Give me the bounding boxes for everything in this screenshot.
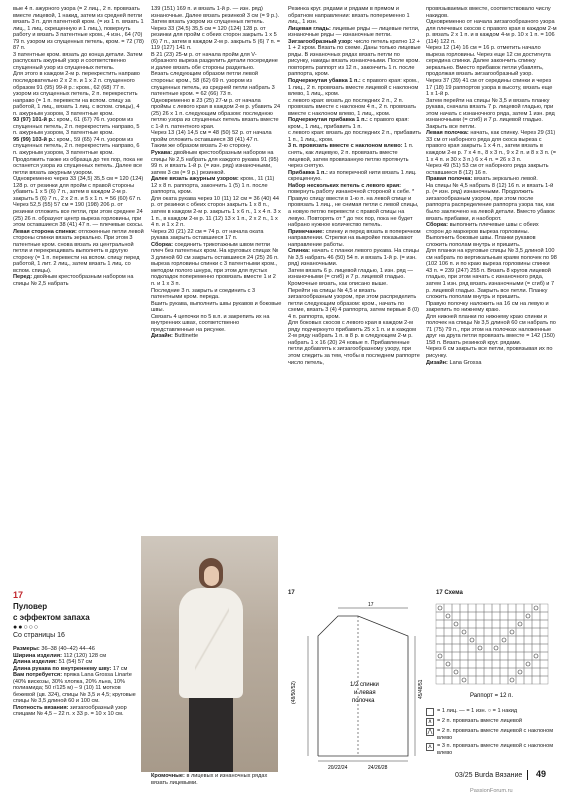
chart-yarn-over-mark — [502, 638, 506, 642]
chart-cell — [436, 668, 444, 676]
chart-cell — [492, 668, 500, 676]
chart-cell — [500, 644, 508, 652]
stitch-chart — [430, 600, 560, 720]
chart-cell — [460, 636, 468, 644]
paragraph: В 21 (23) 25-м р. от начала пройм для V-образного выреза разделить детали посередине и далее вязать обе стороны раздельно. — [151, 51, 278, 71]
chart-cell — [484, 620, 492, 628]
chart-cell — [532, 644, 540, 652]
chart-cell — [484, 668, 492, 676]
chart-cell — [444, 668, 452, 676]
paragraph: Вязать следующим образом петли левой стороны: кром., 58 (62) 69 п. узором из спущенных петель, из средней петли набрать 3 патентные кром. = 62 (66) 73 п. — [151, 71, 275, 98]
paragraph: Через 52,5 (55) 57 см = 190 (198) 206 р. от резинки отложить все петли, при этом среднее 24 (25) 26 п. образуют центр выреза горловины, при этом оставшиеся 38 (41) 47 п. — плечевые скосы. — [13, 202, 144, 229]
chart-cell — [436, 644, 444, 652]
chart-cell — [492, 612, 500, 620]
chart-cell — [444, 604, 452, 612]
chart-cell — [436, 660, 444, 668]
chart-yarn-over-mark — [534, 606, 538, 610]
chart-cell — [508, 636, 516, 644]
text-column-2 — [151, 6, 282, 530]
paragraph: Одновременно от начала зигзагообразного узора для плечевых скосов с правого края в каждом 2-м р. вязать 2 х 1 п. и в каждом 4-м р. 10 х 1 п. = 106 (114) 122 п. — [426, 19, 557, 45]
chart-yarn-over-mark — [470, 638, 474, 642]
chart-cell — [516, 636, 524, 644]
chart-cell — [492, 660, 500, 668]
chart-yarn-over-mark — [438, 654, 442, 658]
chart-cell — [460, 604, 468, 612]
chart-cell — [452, 628, 460, 636]
edge-stitch-label: Кромочные: — [151, 773, 185, 779]
magazine-name: Burda Вязание — [474, 772, 523, 779]
paragraph: Для оката рукава через 10 (11) 12 см = 36 (40) 44 р. от резинки с обеих сторон закрыть 1 х 8 п., затем в каждом 2-м р. закрыть 1 х 6 п., 1 х 4 п. 3 х 1 п., в каждом 2-м р. 11 (12) 13 х 1 п., 2 х 2 п., 1 х 4 п. и 1 х 2 п. — [151, 195, 281, 229]
legend-symbol-icon: ⋏ — [427, 744, 433, 750]
chart-cell — [508, 620, 516, 628]
chart-cell — [476, 636, 484, 644]
chart-cell — [460, 644, 468, 652]
chart-cell — [500, 668, 508, 676]
chart-cell — [508, 652, 516, 660]
chart-cell — [532, 612, 540, 620]
paragraph: Подчеркнутая убавка 1 п.: с правого края: кром., 1 лиц., 2 п. провязать вместе лицевой с наклоном влево, 1 лиц., кром. — [288, 78, 419, 98]
model-title-line1: Пуловер — [13, 602, 48, 611]
legend-text: = 1 лиц. — = 1 изн. ○ = 1 накид — [437, 708, 518, 714]
spec-item: Ширина изделия: 112 (120) 128 см — [13, 652, 107, 659]
chart-cell — [500, 604, 508, 612]
chart-cell — [476, 644, 484, 652]
chart-cell — [444, 628, 452, 636]
chart-cell — [436, 676, 444, 684]
chart-cell — [540, 668, 548, 676]
paragraph: 3 патентные кром. вязать до конца детали. Затем распускать ажурный узор и соответственно спущенный узор из спущенных петель. — [13, 51, 143, 71]
chart-cell — [484, 612, 492, 620]
paragraph: Сборка: выполнить плечевые швы с обеих сторон до маркеров выреза горловины. Выполнить боковые швы. Планки рукавов сложить пополам внутрь и пришить. — [426, 222, 539, 248]
paragraph: Далее вязать ажурным узором: кром., 11 (11) 12 х 8 п. раппорта, закончить 1 (5) 1 п. после раппорта, кром. — [151, 176, 275, 196]
paragraph: Таким же образом вязать 2-ю сторону. — [151, 143, 251, 150]
chart-cell — [468, 628, 476, 636]
chart-cell — [524, 636, 532, 644]
chart-cell — [516, 604, 524, 612]
schema-dim-top: 17 — [368, 602, 374, 608]
chart-cell — [540, 660, 548, 668]
chart-cell — [452, 644, 460, 652]
chart-cell — [516, 620, 524, 628]
footer-separator — [527, 770, 528, 780]
page-footer — [455, 769, 565, 780]
chart-cell — [484, 628, 492, 636]
chart-cell — [492, 644, 500, 652]
watermark: PassionForum.ru — [470, 788, 513, 794]
chart-yarn-over-mark — [510, 630, 514, 634]
paragraph: Затем вязать 6 р. лицевой гладью, 1 изн. ряд — изнаночными (= сгиб) и 7 р. лицевой гладью. Кромочные вязать, как описано выше. — [288, 267, 413, 287]
chart-cell — [516, 652, 524, 660]
edge-stitch-note — [151, 773, 282, 786]
paragraph: Левая сторона спинки: отложенные петли левой стороны спинки вязать зеркально. При этом 3 патентные кром. снова вязать из центральной петли и перекрещивать выполнять в другую сторону (= 1 п. перевести на вспом. спицу перед работой, 1 лит. 2 лиц., затем вязать 1 лиц. со вспом. спицы). — [13, 228, 144, 274]
chart-cell — [524, 604, 532, 612]
chart-cell — [516, 644, 524, 652]
chart-cell — [468, 676, 476, 684]
paragraph: Через 37 (39) 41 см от середины спинки и через 17 (18) 19 раппортов узора в высоту, вязать еще 1 х 1-й р. — [426, 78, 553, 98]
issue-number: 03/25 — [455, 772, 473, 779]
chart-cell — [508, 604, 516, 612]
chart-cell — [444, 676, 452, 684]
schema-dim-left: (48/50/52) — [291, 681, 297, 704]
edge-stitch-text: в лицевых и изнаночных рядах вязать лицевыми. — [151, 773, 268, 786]
legend-text: = 2 п. провязать вместе лицевой с наклоном влево — [437, 728, 554, 741]
paragraph: Дизайн: Lana Grossa — [426, 359, 482, 366]
chart-cell — [492, 676, 500, 684]
chart-cell — [484, 676, 492, 684]
text-column-4 — [426, 6, 557, 666]
paragraph: Через 13 (14) 14,5 см = 48 (50) 52 р. от начала пройм отложить оставшиеся 38 (41) 47 п. — [151, 130, 272, 143]
chart-cell — [500, 660, 508, 668]
stitch-chart-grid — [430, 600, 560, 700]
chart-yarn-over-mark — [494, 646, 498, 650]
chart-cell — [540, 676, 548, 684]
paragraph: с левого края: вязать до последних 2 п., 2 п. провязать вместе с наклоном 4 п., 2 п. провязать вместе с наклоном влево, 1 лиц., кром. — [288, 97, 417, 117]
chart-yarn-over-mark — [510, 678, 514, 682]
legend-text: = 3 п. провязать вместе лицевой с наклоном влево — [437, 743, 554, 756]
chart-cell — [532, 660, 540, 668]
paragraph: Через 49 (51) 53 см от наборного ряда закрыть оставшиеся 8 (12) 16 п. — [426, 163, 549, 176]
paragraph: 139 (151) 169 п. и вязать 1-й р. — изн. ряд) изнаночные. Далее вязать резинкой 3 см (= 9 р.). Затем вязать узором из спущенных петель. — [151, 6, 280, 26]
paragraph: Для планки на круговые спицы № 3,5 длиной 100 см набрать по вертикальным краям полочек по 98 (102 106 п. и по краю выреза горловины спинки 43 п. = 239 (247) 255 п. Вязать 8 кругов лицевой гладью, при этом начать с изнаночного ряда, затем 1 изн. ряд вязать изнаночными (= сгиб) и 7 р. лицевой гладью. Закрыть все петли. Планку сложить пополам внутрь и пришить. — [426, 248, 557, 301]
chart-cell — [476, 620, 484, 628]
chart-cell — [532, 636, 540, 644]
chart-yarn-over-mark — [518, 670, 522, 674]
chart-cell — [468, 668, 476, 676]
chart-cell — [524, 676, 532, 684]
chart-cell — [452, 660, 460, 668]
chart-title: 17 Схема — [436, 590, 463, 596]
paragraph: Через 12 (14) 16 см = 16 р. отметить начало выреза горловины. Через еще 12 см достигнута середина спинки. Далее закончить спинку зеркально. Вместо прибавок петли убавлять, продолжая вязать зигзагообразный узор. — [426, 45, 551, 78]
chart-cell — [460, 652, 468, 660]
chart-cell — [436, 628, 444, 636]
chart-cell — [484, 604, 492, 612]
chart-cell — [540, 636, 548, 644]
chart-cell — [476, 668, 484, 676]
chart-cell — [540, 604, 548, 612]
paragraph: Левая полочка: начать, как спинку. Через 29 (31) 33 см от наборного ряда для скоса выреза с правого края закрыть 1 х 4 п., затем вязать в каждом 2-м р. 7 х 4 п., 8 х 3 п., 9 х 2 п. и 8 х 3 п. (= 1 х 4 п. и 30 х 3 п.) 6 х 4 п. = 26 х 3 п. — [426, 130, 556, 163]
legend-text: = 2 п. провязать вместе лицевой — [437, 718, 523, 724]
chart-cell — [452, 620, 460, 628]
chart-cell — [524, 660, 532, 668]
chart-yarn-over-mark — [446, 662, 450, 666]
paragraph: Продолжить также из образца до тех пор, пока не останется узора из спущенных петель. Далее все петли вязать ажурным узором. — [13, 156, 143, 176]
chart-cell — [508, 660, 516, 668]
chart-cell — [452, 652, 460, 660]
text-column-3 — [288, 6, 421, 592]
legend-symbol-icon: ⋀ — [427, 729, 433, 735]
chart-cell — [492, 604, 500, 612]
paragraph: Перед: двойным крестообразным набором на спицы № 2,5 набрать — [13, 274, 134, 287]
chart-cell — [452, 676, 460, 684]
page-reference: Со страницы 16 — [13, 632, 65, 639]
paragraph: Прибавка 1 п.: из поперечной нити вязать 1 лиц. скрещенную. — [288, 169, 417, 183]
chart-cell — [476, 660, 484, 668]
chart-cell — [516, 612, 524, 620]
chart-cell — [540, 644, 548, 652]
chart-cell — [460, 612, 468, 620]
paragraph: Последние 3 п. закрыть и соединить с 3 патентными кром. переда. — [151, 287, 256, 301]
chart-cell — [436, 620, 444, 628]
chart-cell — [492, 636, 500, 644]
paragraph: с левого края: вязать до последних 2 п., прибавить 1 п., 1 лиц., кром. — [288, 130, 421, 143]
schema-dim-bottom-2: 24/26/28 — [368, 765, 388, 771]
chart-cell — [492, 620, 500, 628]
chart-yarn-over-mark — [454, 670, 458, 674]
paragraph: 93 (97) 101-й р.: кром., 61 (67) 76 п. узором из спущенных петель, 2 п. перекрестить направо, 5 п. ажурным узором, 3 патентные кром. — [13, 117, 140, 137]
chart-legend — [426, 708, 562, 758]
model-figure — [175, 554, 247, 772]
chart-cell — [468, 652, 476, 660]
paragraph: Примечание: спинку и перед вязать в поперечном направлении. Стрелки на выкройке показывают направление работы. — [288, 228, 421, 248]
model-number: 17 — [13, 590, 24, 600]
paragraph: Для боковых скосов с левого края в каждом 2-м ряду подчеркнуто прибавить 25 х 1 п. и в каждом 2-м ряду набрать 1 п. в 8 р. в следующем 2-м р. набрать 1 х 16 (20) 24 новые п. Прибавленные петли добавлять к зигзагообразному узору, при этом следить за тем, чтобы в последнем раппорте число петель, — [288, 320, 420, 366]
chart-cell — [444, 644, 452, 652]
legend-symbol-icon — [426, 708, 434, 716]
legend-item — [426, 708, 562, 716]
paragraph: Через 6 см закрыть все петли, провязывая их по рисунку. — [426, 346, 553, 359]
chart-cell — [468, 660, 476, 668]
chart-cell — [532, 604, 540, 612]
paragraph: Через 33 (34,5) 35,5 см = 120 (124) 128 р. от резинки для пройм с обеих сторон закрыть 1 х 5 (6) 7 п., затем в каждом 2-м р. закрыть 5 (6) 7 п. = 119 (127) 141 п. — [151, 25, 281, 52]
paragraph: Зигзагообразный узор: число петель кратно 12 + 1 + 2 кром. Вязать по схеме. Даны только лицевые ряды. В изнаночных рядах вязать петли по рисунку, накиды вязать изнаночными. После кром. повторять раппорт из 12 п., закончить 1 п. после раппорта, кром. — [288, 38, 421, 78]
spec-item: Длина изделия: 51 (54) 57 см — [13, 659, 93, 665]
paragraph: Набор нескольких петель с левого края: повернуть работу изнаночной стороной к себе. * Правую спицу ввести в 1-ю п. на левой спице и провязать 1 лиц., не снимая петли с левой спицы, а новую петлю перевести с правой спицы на левую. Повторять от * до тех пор, пока не будет набрано нужное количество петель. — [288, 182, 419, 229]
paragraph: Для нижней планки по нижнему краю спинки и полочек на спицы № 3,5 длиной 60 см набрать по 71 (75) 79 п., при этом на полочках наложенные друг на друга петли провязать вместе = 142 (150) 158 п. Вязать резинкой круг. рядами. — [426, 313, 556, 346]
model-specs — [13, 646, 137, 796]
repeat-label: Раппорт = 12 п. — [470, 693, 514, 699]
paragraph: Одновременно в 23 (25) 27-м р. от начала проймы с левого края в каждом 2-м р. убавить 24 (25) 26 х 1 п. следующим образом: последнюю петлю узора из спущенных петель вязать вместе с 1-й п. патентного края. — [151, 97, 281, 130]
paragraph: Спинка: начать с планки левого рукава. На спицы № 3,5 набрать 46 (50) 54 п. и вязать 1-й р. (= изн. ряд) изнаночными. — [288, 248, 420, 268]
chart-cell — [532, 628, 540, 636]
chart-cell — [508, 676, 516, 684]
paragraph: вые 4 п. ажурного узора (= 2 лиц., 2 п. провязать вместе лицевой, 1 накид, затем из средней петли вязать 3 п. для патентной кром. (= из 1 п. вязать 1 лиц., 1 лиц. скрещенную и 1 лиц.), повернуть работу и вязать 3 патентные кром., 4 изн., 64 (70) 79 п. узором из спущенных петель, кром. = 72 (78) 87 п. — [13, 6, 144, 52]
chart-cell — [444, 652, 452, 660]
chart-yarn-over-mark — [478, 646, 482, 650]
chart-cell — [516, 628, 524, 636]
paragraph: Через 20 (21) 22 см = 74 р. от начала оката рукава закрыть оставшиеся 17 п. — [151, 228, 264, 242]
schema-label-1: 1/2 спинки — [350, 682, 379, 688]
chart-cell — [468, 636, 476, 644]
paragraph: Одновременно через 33 (34,5) 35,5 см = 120 (124) 128 р. от резинки для пройм с правой стороны убавить 1 х 5 (6) 7 п., затем в каждом 2-м р. закрыть 5 (6) 7 п., 2 х 2 п. и 5 х 1 п. = 56 (60) 67 п. — [13, 176, 144, 202]
chart-cell — [484, 636, 492, 644]
model-title-line2: с эффектом запаха — [13, 613, 90, 622]
paragraph: Резинка круг. рядами и рядами в прямом и обратном направлении: вязать попеременно 1 лиц., 1 изн. — [288, 6, 410, 26]
chart-cell — [484, 652, 492, 660]
chart-cell — [500, 636, 508, 644]
chart-cell — [508, 668, 516, 676]
chart-cell — [460, 668, 468, 676]
chart-yarn-over-mark — [526, 614, 530, 618]
chart-cell — [476, 612, 484, 620]
chart-yarn-over-mark — [518, 622, 522, 626]
paragraph: Подчеркнутая прибавка 1 п.: с правого края: кром., 1 лиц., прибавить 1 п. — [288, 117, 409, 130]
chart-cell — [452, 612, 460, 620]
legend-item — [426, 718, 562, 726]
chart-yarn-over-mark — [462, 630, 466, 634]
chart-cell — [444, 636, 452, 644]
chart-cell — [452, 668, 460, 676]
paragraph: 95 (99) 103-й р.: кром., 59 (65) 74 п. узором из спущенных петель, 2 п. перекрестить направо, 6 п. ажурным узором, 3 патентные кром. — [13, 136, 140, 157]
paragraph: 3 п. провязать вместе с наклоном влево: 1 п. снять, как лицевую, 2 п. провязать вместе лицевой, затем провязанную петлю протянуть через снятую. — [288, 143, 414, 170]
chart-cell — [460, 620, 468, 628]
paragraph: Рукава: двойным крестообразным набором на спицы № 2,5 набрать для каждого рукава 91 (95) 99 п. и вязать 1-й р. (= изн. ряд) изнаночными, затем 3 см (= 9 р.) резинкой. — [151, 150, 279, 176]
chart-cell — [436, 612, 444, 620]
difficulty-dots: ●●○○○ — [13, 624, 40, 631]
paragraph: Правая полочка: вязать зеркально левой. — [426, 176, 538, 183]
chart-cell — [500, 676, 508, 684]
paragraph: Вшить рукава, выполнить швы рукавов и боковые швы. — [151, 300, 282, 314]
chart-yarn-over-mark — [454, 622, 458, 626]
chart-cell — [468, 604, 476, 612]
legend-item — [426, 728, 562, 741]
paragraph: Правую полочку наложить на 16 см на левую и закрепить по нижнему краю. — [426, 300, 549, 314]
chart-cell — [508, 612, 516, 620]
chart-cell — [468, 620, 476, 628]
pattern-schematic — [288, 590, 428, 775]
chart-cell — [500, 612, 508, 620]
chart-cell — [476, 604, 484, 612]
chart-cell — [524, 620, 532, 628]
legend-item — [426, 743, 562, 756]
paragraph: Сборка: соединить трикотажным швом петли плеч без патентных кром. На круговых спицах № 3 длиной 60 см закрыть оставшиеся 24 (25) 26 п. выреза горловины спинки с 3 патентными кром., методом полого шнура, при этом для пустых подкладок попеременно провязать вместе 1 и 2 п. и 1 х 3 п. — [151, 241, 279, 287]
schema-label-2: и левая — [354, 690, 376, 696]
chart-cell — [500, 652, 508, 660]
model-title-block — [13, 590, 133, 639]
chart-yarn-over-mark — [438, 606, 442, 610]
chart-cell — [468, 644, 476, 652]
spec-item: Вам потребуется: пряжа Lana Grossa Linarte (40% вискозы, 30% хлопка, 20% льна, 10% полиамида; 50 г/125 м) – 9 (10) 11 мотков бежевой (цв. 324), спицы № 3,5 и 4,5; круговые спицы № 3,5 длиной 60 и 100 см. — [13, 672, 136, 704]
text-column-1 — [13, 6, 144, 530]
chart-cell — [524, 652, 532, 660]
page-number: 49 — [535, 769, 546, 779]
chart-cell — [476, 652, 484, 660]
chart-cell — [436, 652, 444, 660]
chart-cell — [444, 660, 452, 668]
chart-cell — [532, 620, 540, 628]
chart-cell — [540, 620, 548, 628]
paragraph: Связать 4 цепочки по 5 в.п. и закрепить их на внутренних швах, соответственно представленные на рисунке. — [151, 313, 270, 333]
spec-item: Длина рукава по внутреннему шву: 17 см — [13, 665, 128, 672]
paragraph: провязываемых вместе, соответствовало числу накидов. — [426, 6, 551, 19]
chart-cell — [540, 612, 548, 620]
paragraph: Перейти на спицы № 4,5 и вязать зигзагообразным узором, при этом распределить петли следующим образом: кром., начать по схеме, вязать 3 (4) 4 раппорта, затем первые 8 (0) 4 п. раппорта, кром. — [288, 287, 420, 320]
chart-cell — [524, 612, 532, 620]
schematic-drawing — [288, 596, 428, 771]
chart-cell — [460, 628, 468, 636]
schema-dim-bottom: 20/22/24 — [328, 765, 348, 771]
chart-cell — [516, 668, 524, 676]
paragraph: Дизайн: Buttinette — [151, 333, 199, 340]
chart-cell — [436, 636, 444, 644]
legend-symbol-icon: ∧ — [427, 719, 433, 725]
chart-cell — [524, 644, 532, 652]
chart-yarn-over-mark — [534, 654, 538, 658]
chart-cell — [516, 660, 524, 668]
chart-yarn-over-mark — [446, 614, 450, 618]
chart-cell — [444, 612, 452, 620]
chart-cell — [436, 604, 444, 612]
chart-cell — [468, 612, 476, 620]
chart-yarn-over-mark — [526, 662, 530, 666]
chart-cell — [532, 676, 540, 684]
spec-item: Размеры: 36–38 (40–42) 44–46 — [13, 646, 95, 652]
chart-cell — [452, 604, 460, 612]
chart-cell — [452, 636, 460, 644]
schema-dim-right: 45/48/51 — [418, 679, 424, 699]
chart-cell — [540, 628, 548, 636]
chart-cell — [460, 676, 468, 684]
chart-cell — [476, 628, 484, 636]
paragraph: Лицевая гладь: лицевые ряды — лицевые петли, изнаночные ряды — изнаночные петли. — [288, 25, 420, 39]
chart-cell — [500, 628, 508, 636]
chart-cell — [524, 628, 532, 636]
chart-cell — [492, 652, 500, 660]
chart-cell — [540, 652, 548, 660]
schematic-number: 17 — [288, 590, 295, 596]
chart-cell — [484, 660, 492, 668]
chart-cell — [524, 668, 532, 676]
chart-cell — [476, 676, 484, 684]
chart-cell — [500, 620, 508, 628]
paragraph: Затем перейти на спицы № 3,5 и вязать планку рукава, сначала вязать 7 р. лицевой гладью, при этом начать с изнаночного ряда, затем 1 изн. ряд изнаночными (= сгиб) и 7 р. лицевой гладью. Закрыть все петли. — [426, 97, 555, 130]
chart-cell — [460, 660, 468, 668]
chart-cell — [532, 668, 540, 676]
paragraph: На спицы № 4,5 набрать 8 (12) 16 п. и вязать 1-й р. (= изн. ряд) изнаночными. Продолжить зигзагообразным узором, при этом после раппорта распределение раппорта узора так, как было заключено на левой детали. Вместо убавок вязать прибавки, и наоборот. — [426, 182, 555, 222]
paragraph: Для этого в каждом 2-м р. перекрестить направо последовательно 2 х 2 п. и 1 х 2 п. спущенного образом 91 (95) 99-й р.: кром., 62 (68) 77 п. узором из спущенных петель, 2 п. перекрестить направо (= 1 п. перевести на вспом. спицу за работой, 1 лиц., вязать 1 лиц. с вспом. спицы), 4 п. ажурным узором, 3 патентные кром. — [13, 71, 140, 117]
model-photo — [141, 536, 278, 772]
chart-cell — [444, 620, 452, 628]
chart-cell — [508, 644, 516, 652]
chart-cell — [492, 628, 500, 636]
chart-cell — [484, 644, 492, 652]
chart-cell — [532, 652, 540, 660]
chart-cell — [508, 628, 516, 636]
chart-cell — [516, 676, 524, 684]
chart-yarn-over-mark — [462, 678, 466, 682]
spec-item: Плотность вязания: зигзагообразный узор спицами № 4,5 – 22 п. х 33 р. = 10 х 10 см. — [13, 704, 127, 717]
schema-label-3: полочка — [352, 698, 375, 704]
